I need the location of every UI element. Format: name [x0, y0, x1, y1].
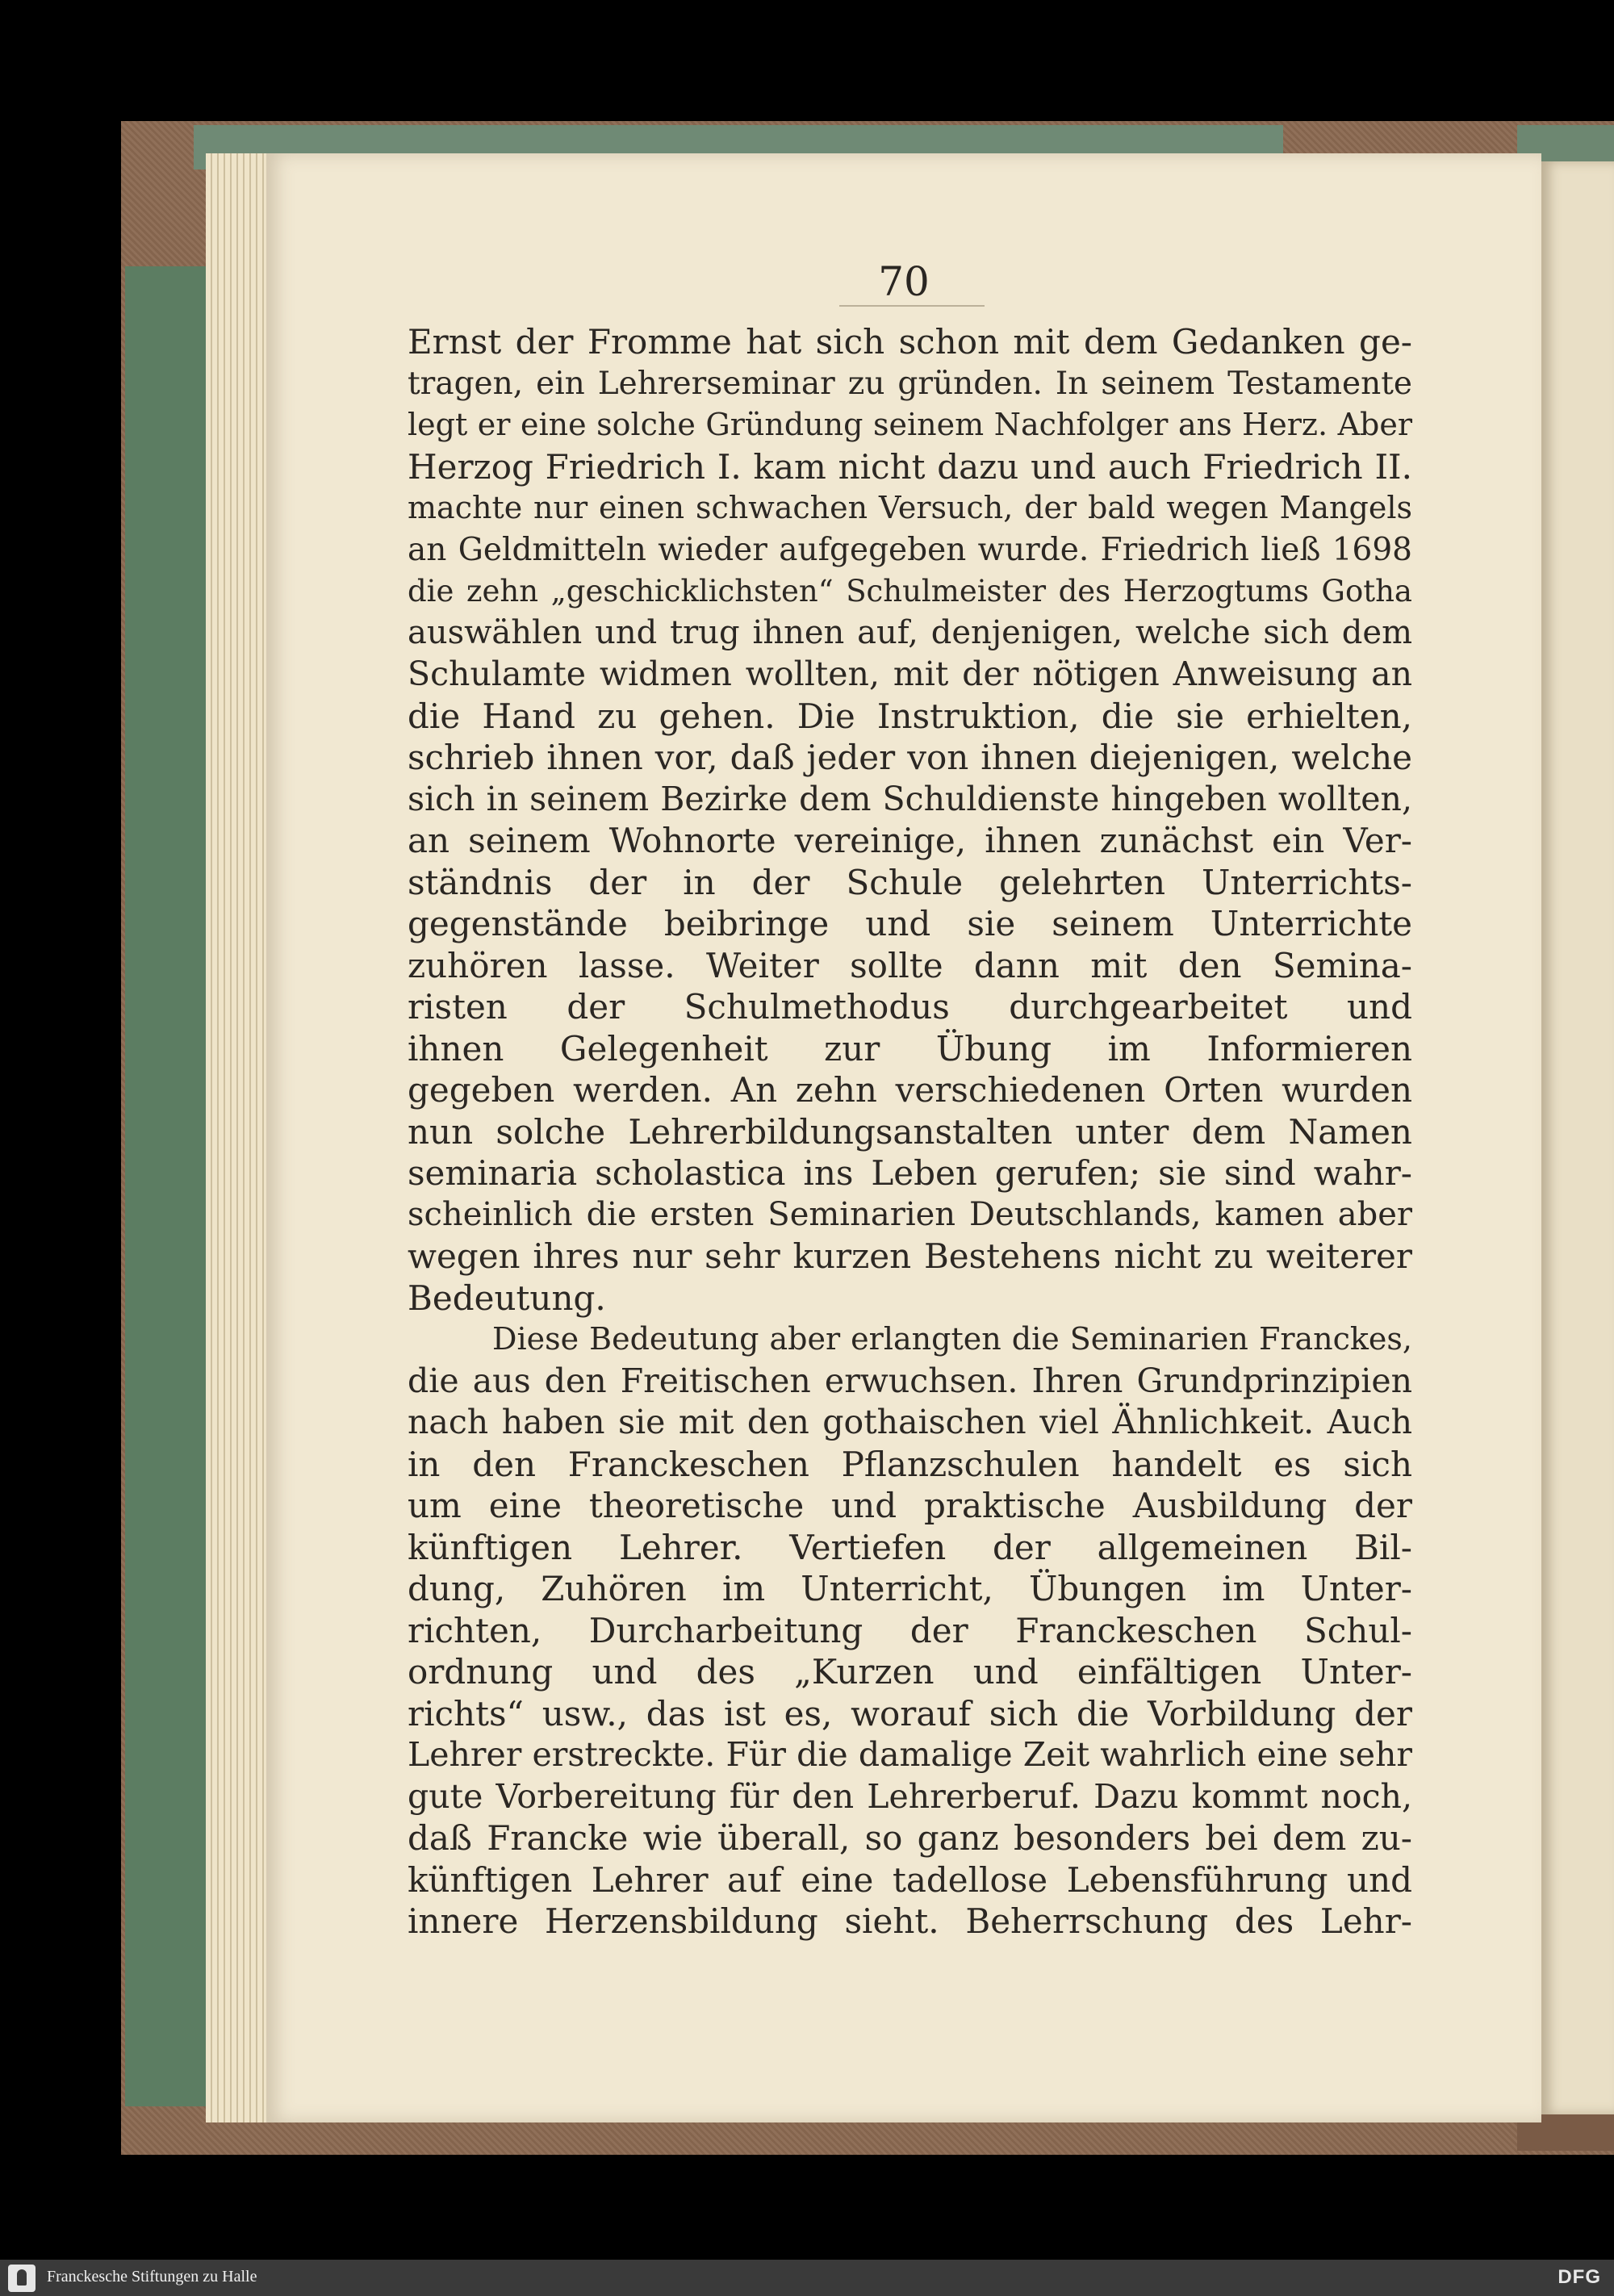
text-line: legt er eine solche Gründung seinem Nachfolger ans Herz. Aber: [408, 407, 1412, 442]
institution-logo-icon: [8, 2265, 36, 2292]
text-line: ihnen Gelegenheit zur Übung im Informieren: [408, 1028, 1412, 1069]
text-line: künftigen Lehrer. Vertiefen der allgemeinen Bil-: [408, 1527, 1412, 1567]
dfg-logo: DFG: [1558, 2266, 1601, 2288]
text-line: machte nur einen schwachen Versuch, der bald wegen Mangels: [408, 490, 1412, 525]
text-line: um eine theoretische und praktische Ausbildung der: [408, 1486, 1412, 1525]
text-line: an seinem Wohnorte vereinige, ihnen zunächst ein Ver-: [408, 821, 1412, 860]
text-line: daß Francke wie überall, so ganz besonders bei dem zu-: [408, 1818, 1412, 1858]
text-line: richten, Durcharbeitung der Franckeschen Schul-: [408, 1610, 1412, 1650]
text-line: Herzog Friedrich I. kam nicht dazu und auch Friedrich II.: [408, 446, 1412, 487]
text-line: gute Vorbereitung für den Lehrerberuf. Dazu kommt noch,: [408, 1776, 1412, 1816]
text-line: Ernst der Fromme hat sich schon mit dem Gedanken ge-: [408, 322, 1412, 362]
text-line: gegenstände beibringe und sie seinem Unterrichte: [408, 904, 1412, 943]
text-line: Schulamte widmen wollten, mit der nötigen Anweisung an: [408, 655, 1412, 693]
text-line: innere Herzensbildung sieht. Beherrschung des Lehr-: [408, 1901, 1412, 1941]
text-line: sich in seinem Bezirke dem Schuldienste hingeben wollten,: [408, 779, 1412, 818]
text-line: Bedeutung.: [408, 1278, 606, 1318]
text-line: risten der Schulmethodus durchgearbeitet und: [408, 987, 1412, 1027]
text-line: Lehrer erstreckte. Für die damalige Zeit wahrlich eine sehr: [408, 1735, 1412, 1774]
text-line: ständnis der in der Schule gelehrten Unterrichts-: [408, 862, 1412, 902]
viewer-footer: [0, 2260, 1614, 2296]
text-line: künftigen Lehrer auf eine tadellose Lebensführung und: [408, 1859, 1412, 1900]
text-line: die zehn „geschicklichsten“ Schulmeister des Herzogtums Gotha: [408, 574, 1412, 609]
page-number: 70: [878, 258, 930, 305]
text-line: wegen ihres nur sehr kurzen Bestehens nicht zu weiterer: [408, 1236, 1412, 1276]
text-line: die aus den Freitischen erwuchsen. Ihren Grundprinzipien: [408, 1361, 1412, 1400]
text-line: dung, Zuhören im Unterricht, Übungen im Unter-: [408, 1569, 1412, 1608]
page-number-rule: [839, 305, 985, 307]
text-line: scheinlich die ersten Seminarien Deutschlands, kamen aber: [408, 1195, 1412, 1233]
cover-cloth-left: [125, 266, 218, 2106]
institution-name: Franckesche Stiftungen zu Halle: [47, 2268, 257, 2286]
facing-page-edge: [1541, 161, 1614, 2114]
text-line: gegeben werden. An zehn verschiedenen Orten wurden: [408, 1070, 1412, 1110]
text-line: an Geldmitteln wieder aufgegeben wurde. Friedrich ließ 1698: [408, 531, 1412, 568]
text-line: tragen, ein Lehrerseminar zu gründen. In seinem Testamente: [408, 365, 1412, 402]
text-line: nun solche Lehrerbildungsanstalten unter dem Namen: [408, 1111, 1412, 1152]
text-line: seminaria scholastica ins Leben gerufen; sie sind wahr-: [408, 1153, 1412, 1193]
body-text: [408, 321, 1412, 1943]
text-line: auswählen und trug ihnen auf, denjenigen, welche sich dem: [408, 613, 1412, 651]
text-line: Diese Bedeutung aber erlangten die Seminarien Franckes,: [492, 1321, 1412, 1357]
text-line: richts“ usw., das ist es, worauf sich die Vorbildung der: [408, 1693, 1412, 1734]
text-line: ordnung und des „Kurzen und einfältigen Unter-: [408, 1652, 1412, 1692]
text-line: in den Franckeschen Pflanzschulen handelt es sich: [408, 1444, 1412, 1484]
text-line: nach haben sie mit den gothaischen viel Ähnlichkeit. Auch: [408, 1403, 1412, 1441]
text-line: die Hand zu gehen. Die Instruktion, die sie erhielten,: [408, 696, 1412, 736]
text-line: zuhören lasse. Weiter sollte dann mit den Semina-: [408, 945, 1412, 985]
text-line: schrieb ihnen vor, daß jeder von ihnen diejenigen, welche: [408, 738, 1412, 777]
